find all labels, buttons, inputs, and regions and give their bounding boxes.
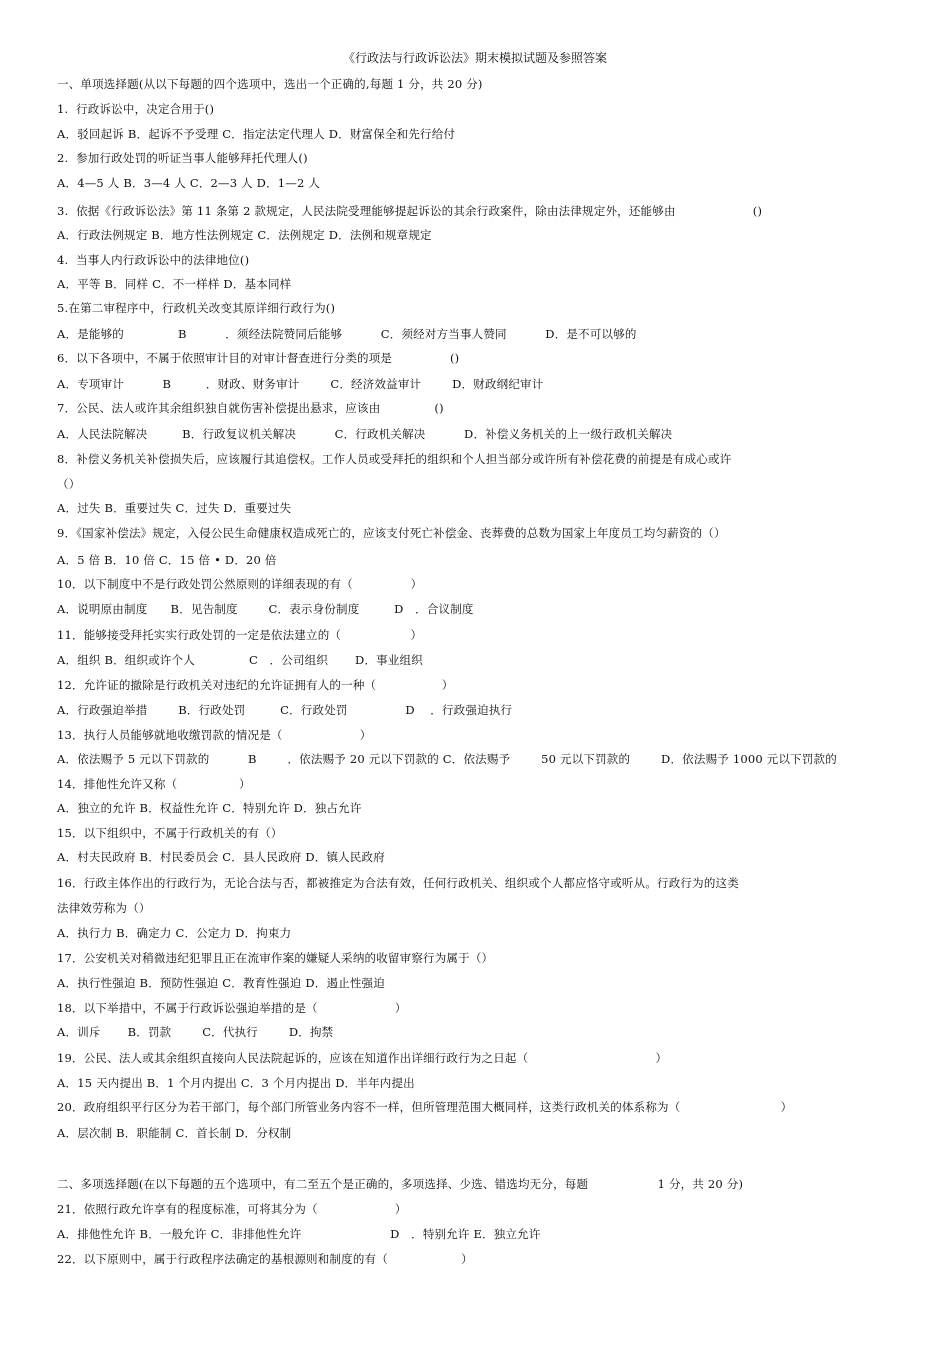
document-title: 《行政法与行政诉讼法》期末模拟试题及参照答案 xyxy=(342,51,607,65)
question-3: 3. 依据《行政诉讼法》第 11 条第 2 款规定，人民法院受理能够提起诉讼的其余行政案件，除由法律规定外，还能够由 () xyxy=(57,204,763,218)
options-17: A．执行性强迫 B．预防性强迫 C．教育性强迫 D．遏止性强迫 xyxy=(57,976,385,990)
question-6: 6．以下各项中，不属于依照审计目的对审计督查进行分类的项是 () xyxy=(57,351,460,365)
question-9: 9．《国家补偿法》规定，入侵公民生命健康权造成死亡的，应该支付死亡补偿金、丧葬费的总数为国家上年度员工均匀薪资的（） xyxy=(57,526,726,540)
question-13: 13．执行人员能够就地收缴罚款的情况是（ ） xyxy=(57,728,372,742)
question-2: 2. 参加行政处罚的听证当事人能够拜托代理人() xyxy=(57,151,308,165)
options-6: A．专项审计 B ．财政、财务审计 C．经济效益审计 D．财政纲纪审计 xyxy=(57,377,544,391)
question-18: 18．以下举措中，不属于行政诉讼强迫举措的是（ ） xyxy=(57,1001,407,1015)
question-10: 10．以下制度中不是行政处罚公然原则的详细表现的有（ ） xyxy=(57,577,423,591)
question-12: 12．允许证的撤除是行政机关对违纪的允许证拥有人的一种（ ） xyxy=(57,678,454,692)
options-14: A．独立的允许 B．权益性允许 C．特别允许 D．独占允许 xyxy=(57,801,362,815)
options-18: A．训斥 B．罚款 C．代执行 D．拘禁 xyxy=(57,1025,334,1039)
options-13: A．依法赐予 5 元以下罚款的 B ．依法赐予 20 元以下罚款的 C．依法赐予 50 元以下罚款的 D．依法赐予 1000 元以下罚款的 xyxy=(57,752,837,766)
options-19: A．15 天内提出 B．1 个月内提出 C．3 个月内提出 D．半年内提出 xyxy=(57,1076,415,1090)
options-10: A．说明原由制度 B．见告制度 C．表示身份制度 D ．合议制度 xyxy=(57,602,474,616)
question-5: 5.在第二审程序中，行政机关改变其原详细行政行为() xyxy=(57,301,336,315)
options-9: A．5 倍 B．10 倍 C．15 倍 • D．20 倍 xyxy=(57,553,277,567)
options-3: A．行政法例规定 B．地方性法例规定 C．法例规定 D．法例和规章规定 xyxy=(57,228,432,242)
question-21: 21．依照行政允许享有的程度标准，可将其分为（ ） xyxy=(57,1202,407,1216)
question-1: 1. 行政诉讼中，决定合用于() xyxy=(57,102,215,116)
question-20: 20．政府组织平行区分为若干部门，每个部门所管业务内容不一样，但所管理范围大概同样，这类行政机关的体系称为（ ） xyxy=(57,1100,793,1114)
options-4: A．平等 B．同样 C．不一样样 D．基本同样 xyxy=(57,277,292,291)
options-8: A．过失 B．重要过失 C．过失 D．重要过失 xyxy=(57,501,292,515)
options-11: A．组织 B．组织或许个人 C ．公司组织 D．事业组织 xyxy=(57,653,423,667)
question-8-blank: （） xyxy=(57,477,81,491)
options-12: A．行政强迫举措 B．行政处罚 C．行政处罚 D ．行政强迫执行 xyxy=(57,703,513,717)
question-14: 14．排他性允许又称（ ） xyxy=(57,777,251,791)
question-22: 22．以下原则中，属于行政程序法确定的基根源则和制度的有（ ） xyxy=(57,1252,473,1266)
question-19: 19．公民、法人或其余组织直接向人民法院起诉的，应该在知道作出详细行政行为之日起（ ） xyxy=(57,1051,668,1065)
question-16: 16．行政主体作出的行政行为，无论合法与否，都被推定为合法有效，任何行政机关、组织或个人都应恪守或听从。行政行为的这类 xyxy=(57,876,739,890)
options-21: A．排他性允许 B．一般允许 C．非排他性允许 D ．特别允许 E．独立允许 xyxy=(57,1227,541,1241)
question-7: 7．公民、法人或许其余组织独自就伤害补偿提出悬求，应该由 () xyxy=(57,401,444,415)
options-2: A．4—5 人 B．3—4 人 C．2—3 人 D．1—2 人 xyxy=(57,176,321,190)
options-15: A．村夫民政府 B．村民委员会 C．县人民政府 D．镇人民政府 xyxy=(57,850,385,864)
question-15: 15．以下组织中，不属于行政机关的有（） xyxy=(57,826,283,840)
question-11: 11．能够接受拜托实实行政处罚的一定是依法建立的（ ） xyxy=(57,628,423,642)
section-2-heading: 二、多项选择题(在以下每题的五个选项中，有二至五个是正确的，多项选择、少选、错选均无分，每题 1 分，共 20 分) xyxy=(57,1177,744,1191)
options-5: A．是能够的 B ．须经法院赞同后能够 C．须经对方当事人赞同 D．是不可以够的 xyxy=(57,327,637,341)
question-16-cont: 法律效劳称为（） xyxy=(57,901,151,915)
options-16: A．执行力 B．确定力 C．公定力 D．拘束力 xyxy=(57,926,292,940)
options-7: A．人民法院解决 B．行政复议机关解决 C．行政机关解决 D．补偿义务机关的上一级行政机关解决 xyxy=(57,427,673,441)
question-4: 4. 当事人内行政诉讼中的法律地位() xyxy=(57,253,250,267)
question-8: 8．补偿义务机关补偿损失后，应该履行其追偿权。工作人员或受拜托的组织和个人担当部分或许所有补偿花费的前提是有成心或许 xyxy=(57,452,732,466)
options-1: A．驳回起诉 B．起诉不予受理 C．指定法定代理人 D．财富保全和先行给付 xyxy=(57,127,456,141)
section-1-heading: 一、单项选择题(从以下每题的四个选项中，选出一个正确的,每题 1 分，共 20 分) xyxy=(57,77,483,91)
options-20: A．层次制 B．职能制 C．首长制 D．分权制 xyxy=(57,1126,292,1140)
question-17: 17．公安机关对稍微违纪犯罪且正在流审作案的嫌疑人采纳的收留审察行为属于（） xyxy=(57,951,494,965)
